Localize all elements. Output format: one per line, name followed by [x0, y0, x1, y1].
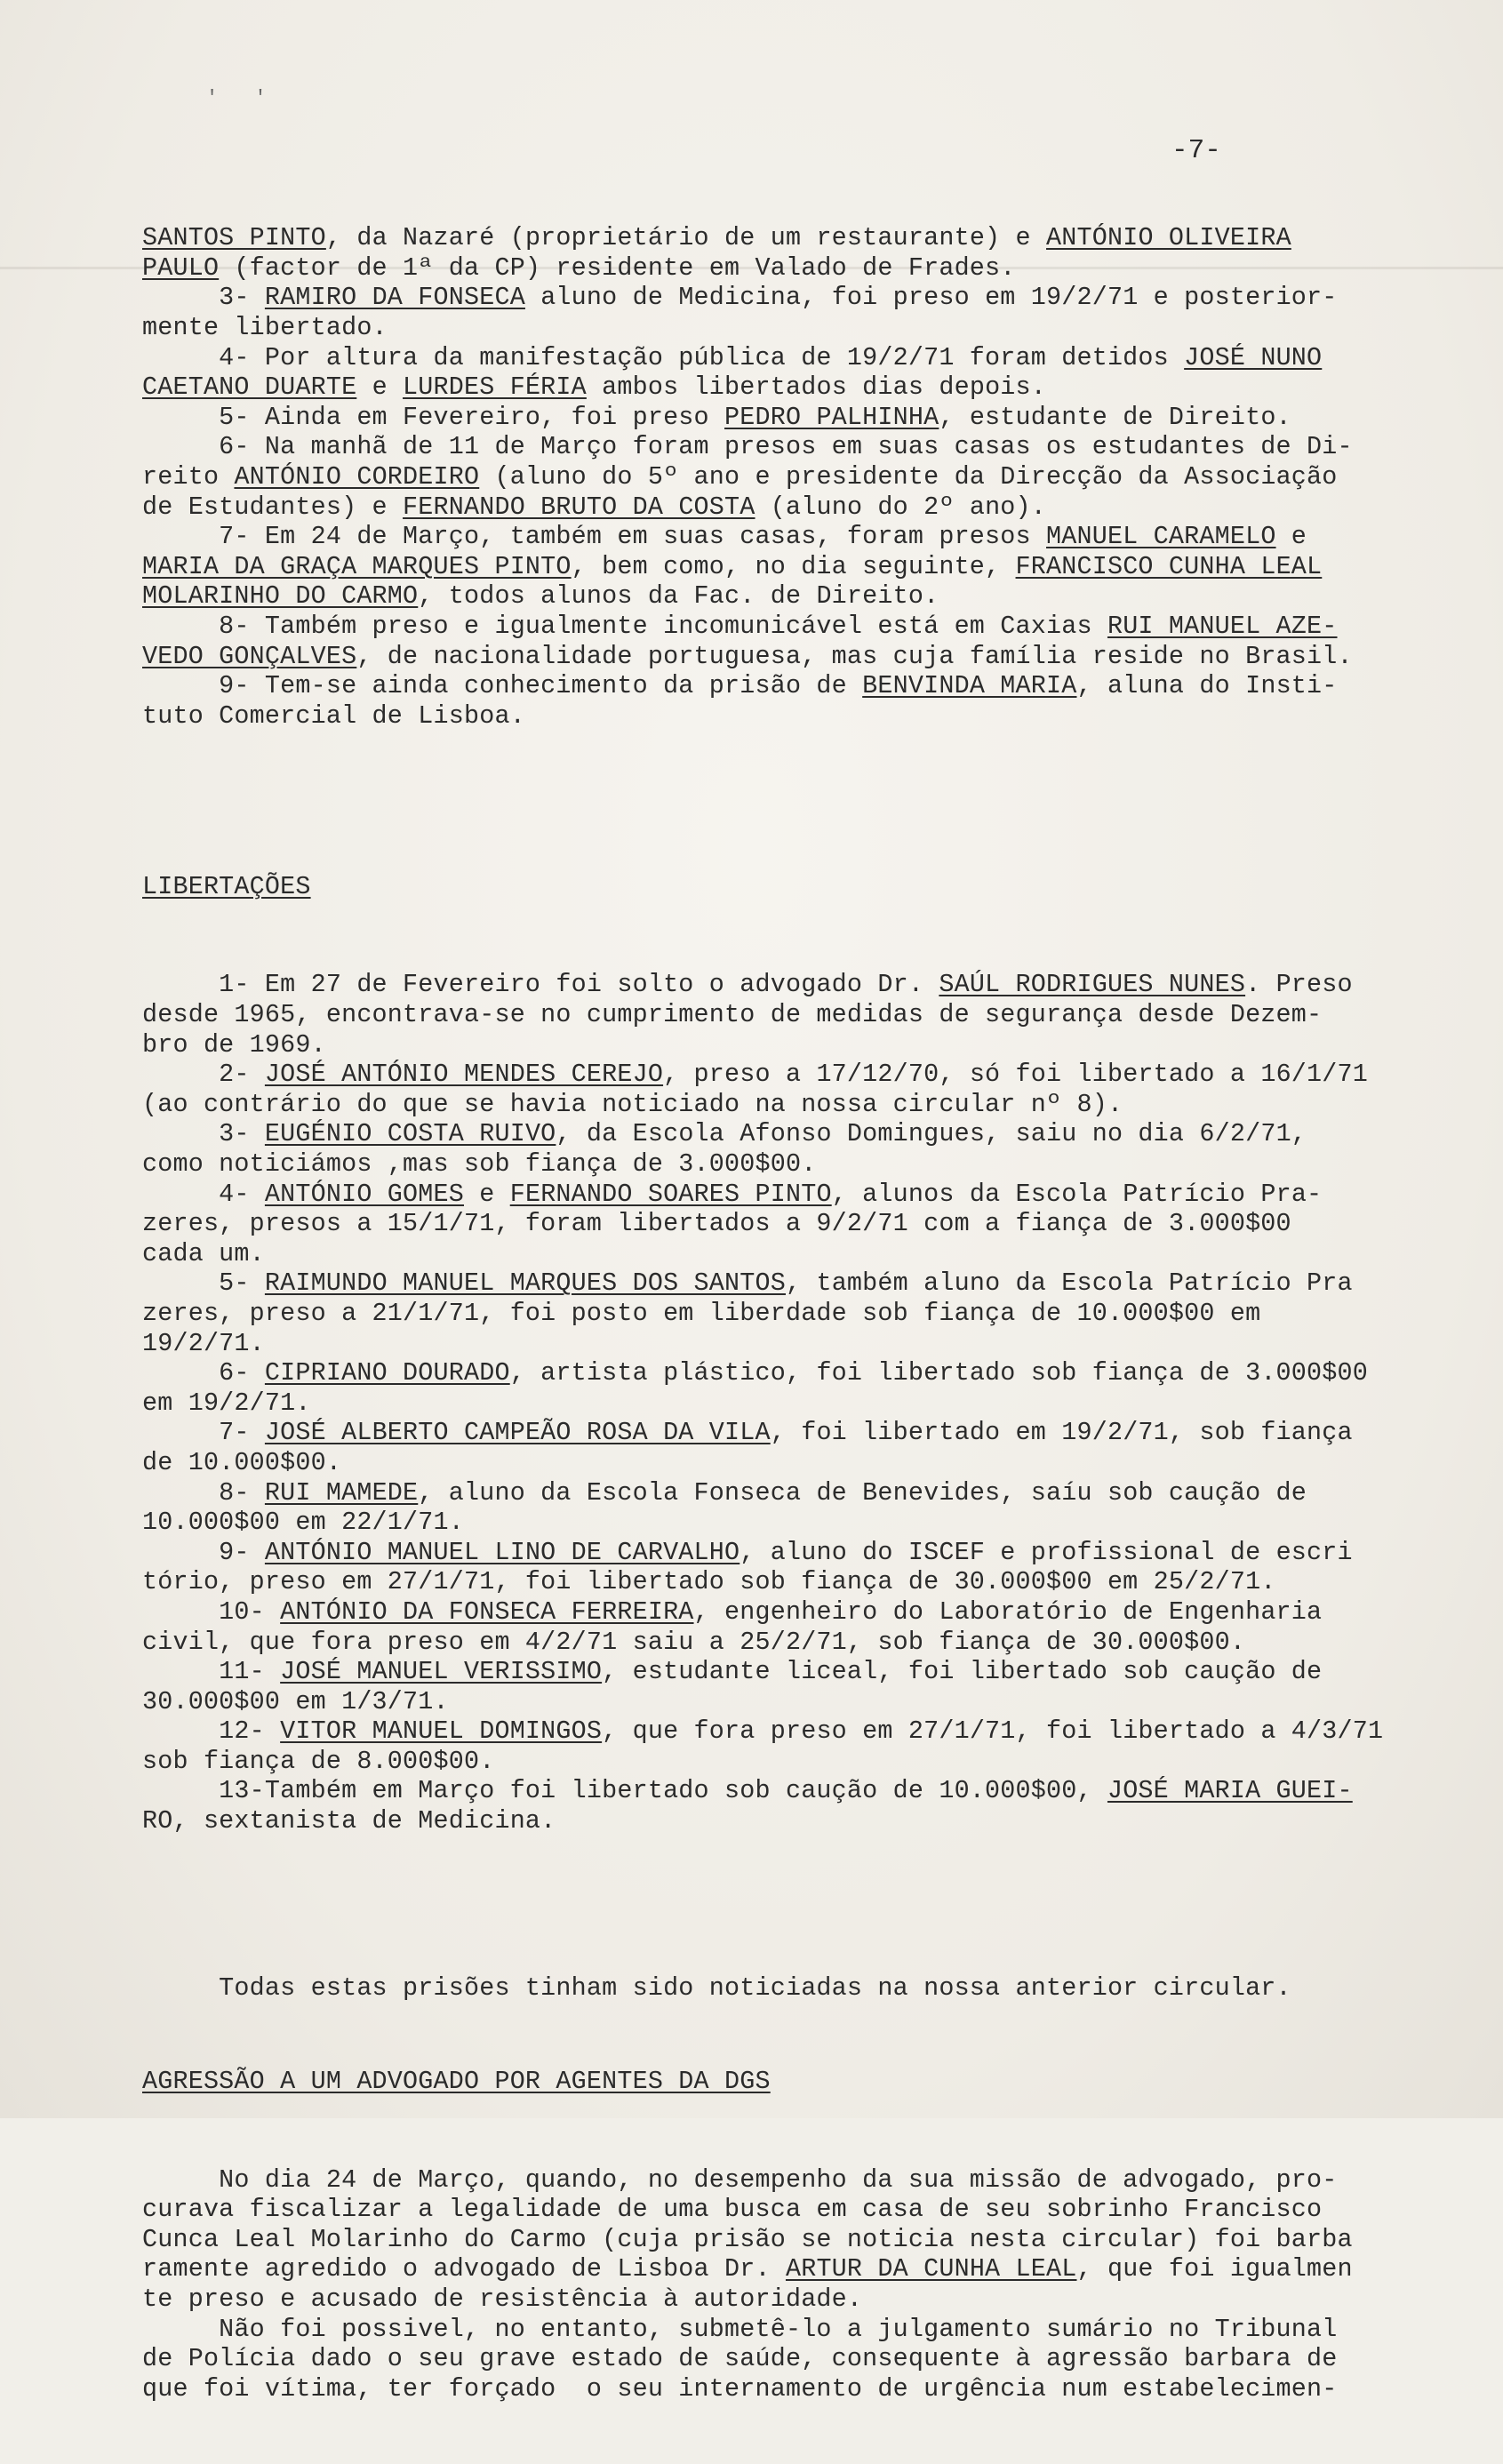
text-line: 4- Por altura da manifestação pública de 19/2/71 foram detidos JOSÉ NUNO [142, 342, 1323, 372]
text-line: 9- ANTÓNIO MANUEL LINO DE CARVALHO, aluno do ISCEF e profissional de escri [142, 1537, 1353, 1567]
text-line: tuto Comercial de Lisboa. [142, 700, 525, 731]
text-line: No dia 24 de Março, quando, no desempenho da sua missão de advogado, pro- [142, 2164, 1338, 2195]
text-line: reito ANTÓNIO CORDEIRO (aluno do 5º ano e presidente da Direcção da Associação [142, 461, 1338, 492]
text-line: que foi vítima, ter forçado o seu internamento de urgência num estabelecimen- [142, 2373, 1338, 2404]
document-body [142, 164, 1404, 2464]
text-line: VEDO GONÇALVES, de nacionalidade portuguesa, mas cuja família reside no Brasil. [142, 641, 1353, 671]
text-line: de Polícia dado o seu grave estado de saúde, consequente à agressão barbara de [142, 2344, 1338, 2374]
text-line: MOLARINHO DO CARMO, todos alunos da Fac. de Direito. [142, 581, 939, 612]
text-line: cada um. [142, 1238, 265, 1268]
text-line: em 19/2/71. [142, 1388, 311, 1418]
text-line: 6- Na manhã de 11 de Março foram presos em suas casas os estudantes de Di- [142, 432, 1353, 462]
text-line: Não foi possivel, no entanto, submetê-lo a julgamento sumário no Tribunal [142, 2314, 1338, 2344]
text-line: 11- JOSÉ MANUEL VERISSIMO, estudante liceal, foi libertado sob caução de [142, 1657, 1323, 1687]
text-line: 4- ANTÓNIO GOMES e FERNANDO SOARES PINTO, alunos da Escola Patrício Pra- [142, 1179, 1323, 1209]
aggression-section [142, 2165, 1404, 2404]
text-line: 6- CIPRIANO DOURADO, artista plástico, foi libertado sob fiança de 3.000$00 [142, 1358, 1368, 1388]
text-line: 2- JOSÉ ANTÓNIO MENDES CEREJO, preso a 17/12/70, só foi libertado a 16/1/71 [142, 1060, 1368, 1090]
text-line: de 10.000$00. [142, 1447, 342, 1477]
text-line: 12- VITOR MANUEL DOMINGOS, que fora preso em 27/1/71, foi libertado a 4/3/71 [142, 1716, 1384, 1747]
heading-agressao: AGRESSÃO A UM ADVOGADO POR AGENTES DA DGS [142, 2066, 771, 2096]
text-line: como noticiámos ,mas sob fiança de 3.000$00. [142, 1149, 817, 1179]
text-line: 7- Em 24 de Março, também em suas casas, foram presos MANUEL CARAMELO e [142, 522, 1307, 552]
text-line: te preso e acusado de resistência à autoridade. [142, 2284, 863, 2314]
text-line: Cunca Leal Molarinho do Carmo (cuja prisão se noticia nesta circular) foi barba [142, 2224, 1353, 2254]
text-line: zeres, presos a 15/1/71, foram libertados a 9/2/71 com a fiança de 3.000$00 [142, 1209, 1291, 1239]
text-line: bro de 1969. [142, 1029, 326, 1060]
text-line: desde 1965, encontrava-se no cumprimento de medidas de segurança desde Dezem- [142, 1000, 1323, 1030]
text-line: sob fiança de 8.000$00. [142, 1746, 495, 1776]
text-line: 3- EUGÉNIO COSTA RUIVO, da Escola Afonso Domingues, saiu no dia 6/2/71, [142, 1119, 1307, 1149]
text-line: tório, preso em 27/1/71, foi libertado sob fiança de 30.000$00 em 25/2/71. [142, 1567, 1276, 1597]
text-line: de Estudantes) e FERNANDO BRUTO DA COSTA (aluno do 2º ano). [142, 492, 1047, 522]
text-line: RO, sextanista de Medicina. [142, 1806, 556, 1836]
text-line: (ao contrário do que se havia noticiado na nossa circular nº 8). [142, 1089, 1123, 1119]
detentions-section [142, 223, 1404, 731]
releases-section [142, 970, 1404, 1836]
text-line: mente libertado. [142, 312, 388, 342]
heading-libertacoes: LIBERTAÇÕES [142, 871, 311, 901]
text-line: 7- JOSÉ ALBERTO CAMPEÃO ROSA DA VILA, foi libertado em 19/2/71, sob fiança [142, 1418, 1353, 1448]
text-line: PAULO (factor de 1ª da CP) residente em Valado de Frades. [142, 252, 1016, 283]
text-line: MARIA DA GRAÇA MARQUES PINTO, bem como, no dia seguinte, FRANCISCO CUNHA LEAL [142, 551, 1323, 581]
text-line: 9- Tem-se ainda conhecimento da prisão de BENVINDA MARIA, aluna do Insti- [142, 671, 1338, 701]
text-line: 19/2/71. [142, 1328, 265, 1358]
text-line: 5- Ainda em Fevereiro, foi preso PEDRO PALHINHA, estudante de Direito. [142, 402, 1291, 432]
text-line: ramente agredido o advogado de Lisboa Dr. ARTUR DA CUNHA LEAL, que foi igualmen [142, 2254, 1353, 2284]
text-line: curava fiscalizar a legalidade de uma busca em casa de seu sobrinho Francisco [142, 2195, 1323, 2225]
text-line: 3- RAMIRO DA FONSECA aluno de Medicina, foi preso em 19/2/71 e posterior- [142, 283, 1338, 313]
text-line: 13-Também em Março foi libertado sob caução de 10.000$00, JOSÉ MARIA GUEI- [142, 1776, 1353, 1806]
page-number: -7- [1171, 135, 1221, 166]
text-line: 5- RAIMUNDO MANUEL MARQUES DOS SANTOS, também aluno da Escola Patrício Pra [142, 1268, 1353, 1299]
text-line: SANTOS PINTO, da Nazaré (proprietário de um restaurante) e ANTÓNIO OLIVEIRA [142, 223, 1291, 253]
text-line: zeres, preso a 21/1/71, foi posto em liberdade sob fiança de 10.000$00 em [142, 1298, 1261, 1328]
text-line: 30.000$00 em 1/3/71. [142, 1686, 449, 1716]
text-line: 1- Em 27 de Fevereiro foi solto o advogado Dr. SAÚL RODRIGUES NUNES. Preso [142, 970, 1353, 1000]
text-line: civil, que fora preso em 4/2/71 saiu a 25/2/71, sob fiança de 30.000$00. [142, 1627, 1246, 1657]
stray-marks: ' ' [206, 87, 279, 109]
text-line: 10.000$00 em 22/1/71. [142, 1508, 464, 1538]
text-line: CAETANO DUARTE e LURDES FÉRIA ambos libertados dias depois. [142, 372, 1047, 403]
text-line: 8- Também preso e igualmente incomunicável está em Caxias RUI MANUEL AZE- [142, 611, 1338, 641]
text-line: 8- RUI MAMEDE, aluno da Escola Fonseca de Benevides, saíu sob caução de [142, 1477, 1307, 1508]
closing-line: Todas estas prisões tinham sido noticiadas na nossa anterior circular. [142, 1973, 1291, 2004]
text-line: 10- ANTÓNIO DA FONSECA FERREIRA, engenheiro do Laboratório de Engenharia [142, 1596, 1323, 1627]
